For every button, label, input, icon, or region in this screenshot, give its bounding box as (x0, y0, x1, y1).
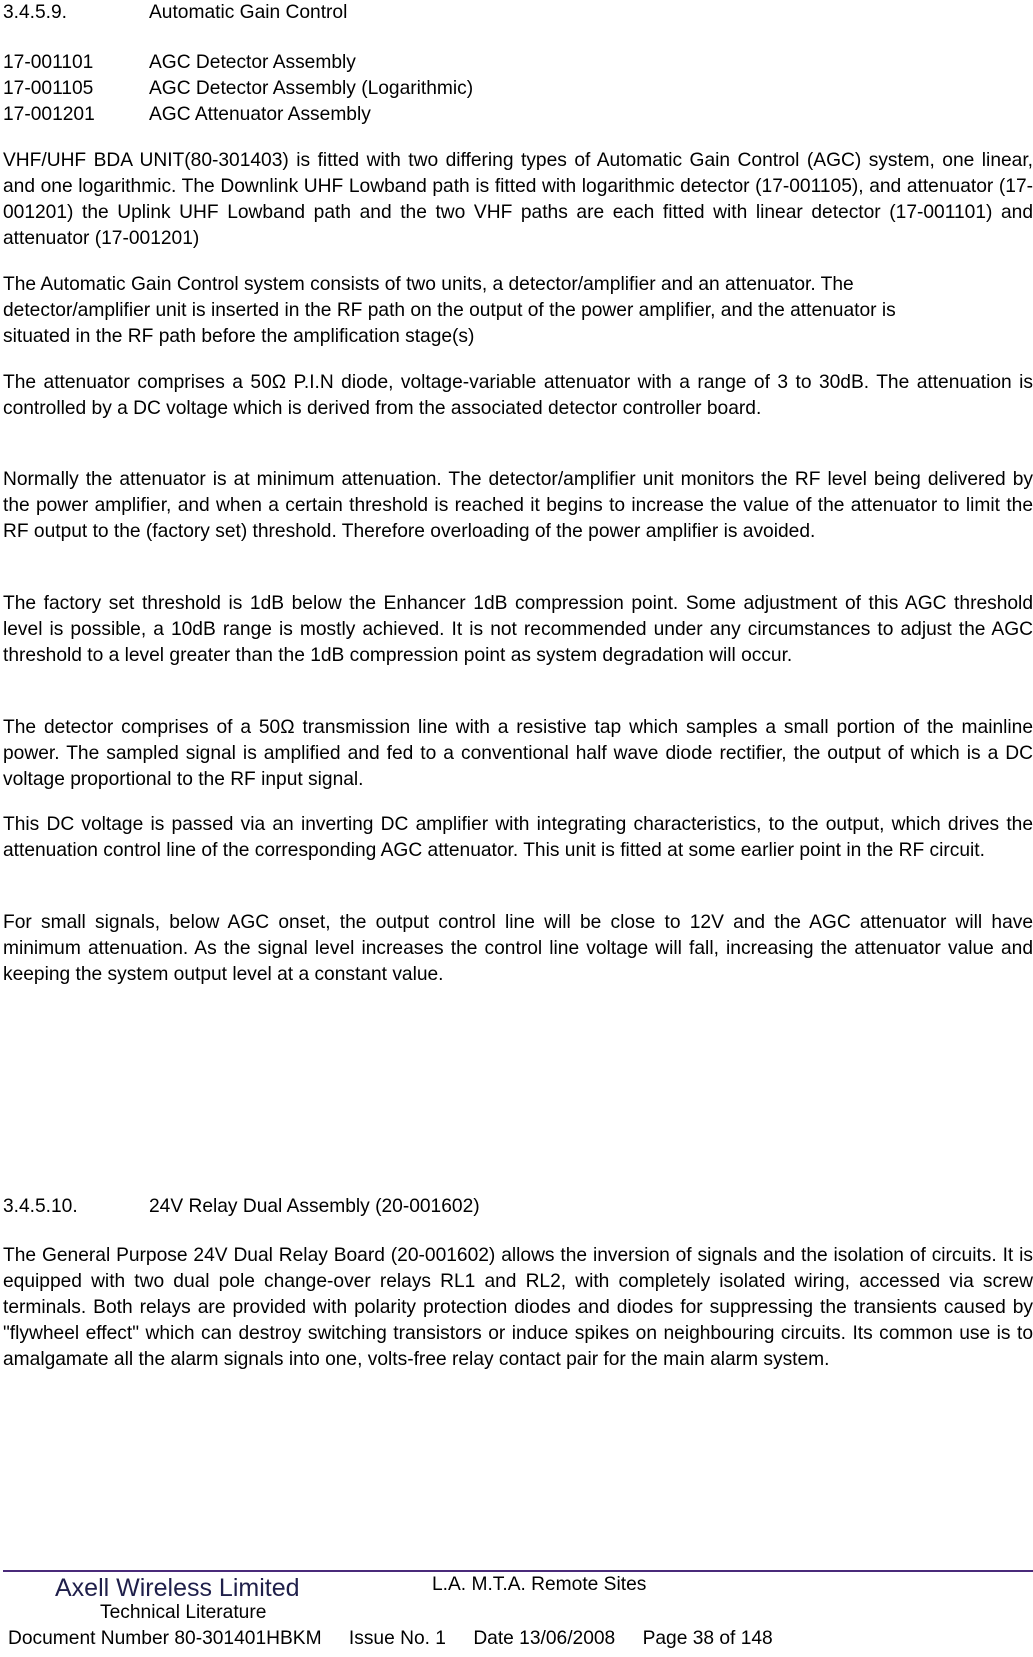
issue-number: Issue No. 1 (348, 1628, 446, 1649)
part-name: AGC Detector Assembly (Logarithmic) (149, 78, 474, 99)
paragraph-threshold: The factory set threshold is 1dB below the Enhancer 1dB compression point. Some adjustment of this AGC threshold level is possible, a 10dB range is mostly achieved. It is not recommended under any circumstances to adjust the AGC threshold to a level greater than the 1dB compression point as system degradation will occur. (3, 593, 1033, 666)
document-number: Document Number 80-301401HBKM (8, 1628, 322, 1649)
section-number: 3.4.5.9. (3, 2, 68, 23)
part-row (3, 76, 473, 102)
footer-document-info (8, 1628, 795, 1650)
paragraph-overview: VHF/UHF BDA UNIT(80-301403) is fitted with two differing types of Automatic Gain Control (AGC) system, one linear, and one logarithmic. The Downlink UHF Lowband path is fitted with logarithmic detector (17-001105), and attenuator (17-001201) the Uplink UHF Lowband path and the two VHF paths are each fitted with linear detector (17-001101) and attenuator (17-001201) (3, 150, 1033, 249)
footer-site-name: L.A. M.T.A. Remote Sites (432, 1574, 647, 1595)
paragraph-attenuator: The attenuator comprises a 50Ω P.I.N diode, voltage-variable attenuator with a range of 3 to 30dB. The attenuation is controlled by a DC voltage which is derived from the associated detector controller board. (3, 372, 1033, 419)
section-heading-relay (3, 1194, 480, 1220)
paragraph-operation: Normally the attenuator is at minimum attenuation. The detector/amplifier unit monitors the RF level being delivered by the power amplifier, and when a certain threshold is reached it begins to increase the value of the attenuator to limit the RF output to the (factory set) threshold. Therefore overloading of the power amplifier is avoided. (3, 469, 1033, 542)
part-number: 17-001105 (3, 78, 94, 99)
part-number: 17-001201 (3, 104, 95, 125)
section-title: Automatic Gain Control (149, 2, 348, 23)
paragraph-relay: The General Purpose 24V Dual Relay Board (20-001602) allows the inversion of signals and the isolation of circuits. It is equipped with two dual pole change-over relays RL1 and RL2, with completely isolated wiring, accessed via screw terminals. Both relays are provided with polarity protection diodes and diodes for suppressing the transients caused by "flywheel effect" which can destroy switching transistors or induce spikes on neighbouring circuits. Its common use is to amalgamate all the alarm signals into one, volts-free relay contact pair for the main alarm system. (3, 1245, 1033, 1370)
part-name: AGC Detector Assembly (149, 52, 356, 73)
paragraph-detector: The detector comprises of a 50Ω transmission line with a resistive tap which samples a small portion of the mainline power. The sampled signal is amplified and fed to a conventional half wave diode rectifier, the output of which is a DC voltage proportional to the RF input signal. (3, 717, 1033, 790)
section-heading-agc (3, 0, 347, 26)
part-row (3, 102, 473, 128)
part-name: AGC Attenuator Assembly (149, 104, 371, 125)
footer-subtitle: Technical Literature (100, 1602, 267, 1623)
company-logo-text: Axell Wireless Limited (55, 1574, 300, 1602)
page-number: Page 38 of 148 (642, 1628, 773, 1649)
footer-rule (3, 1570, 1033, 1572)
paragraph-small-signals: For small signals, below AGC onset, the output control line will be close to 12V and the AGC attenuator will have minimum attenuation. As the signal level increases the control line voltage will fall, increasing the attenuator value and keeping the system output level at a constant value. (3, 912, 1033, 985)
paragraph-system: The Automatic Gain Control system consists of two units, a detector/amplifier and an attenuator. The detector/amplifier unit is inserted in the RF path on the output of the power amplifier, and the attenuator is situated in the RF path before the amplification stage(s) (3, 274, 896, 347)
part-row (3, 50, 473, 76)
document-date: Date 13/06/2008 (473, 1628, 616, 1649)
section-title: 24V Relay Dual Assembly (20-001602) (149, 1196, 480, 1217)
part-number-list (3, 50, 473, 128)
part-number: 17-001101 (3, 52, 94, 73)
paragraph-dc-voltage: This DC voltage is passed via an inverting DC amplifier with integrating characteristics, to the output, which drives the attenuation control line of the corresponding AGC attenuator. This unit is fitted at some earlier point in the RF circuit. (3, 814, 1033, 861)
section-number: 3.4.5.10. (3, 1196, 78, 1217)
